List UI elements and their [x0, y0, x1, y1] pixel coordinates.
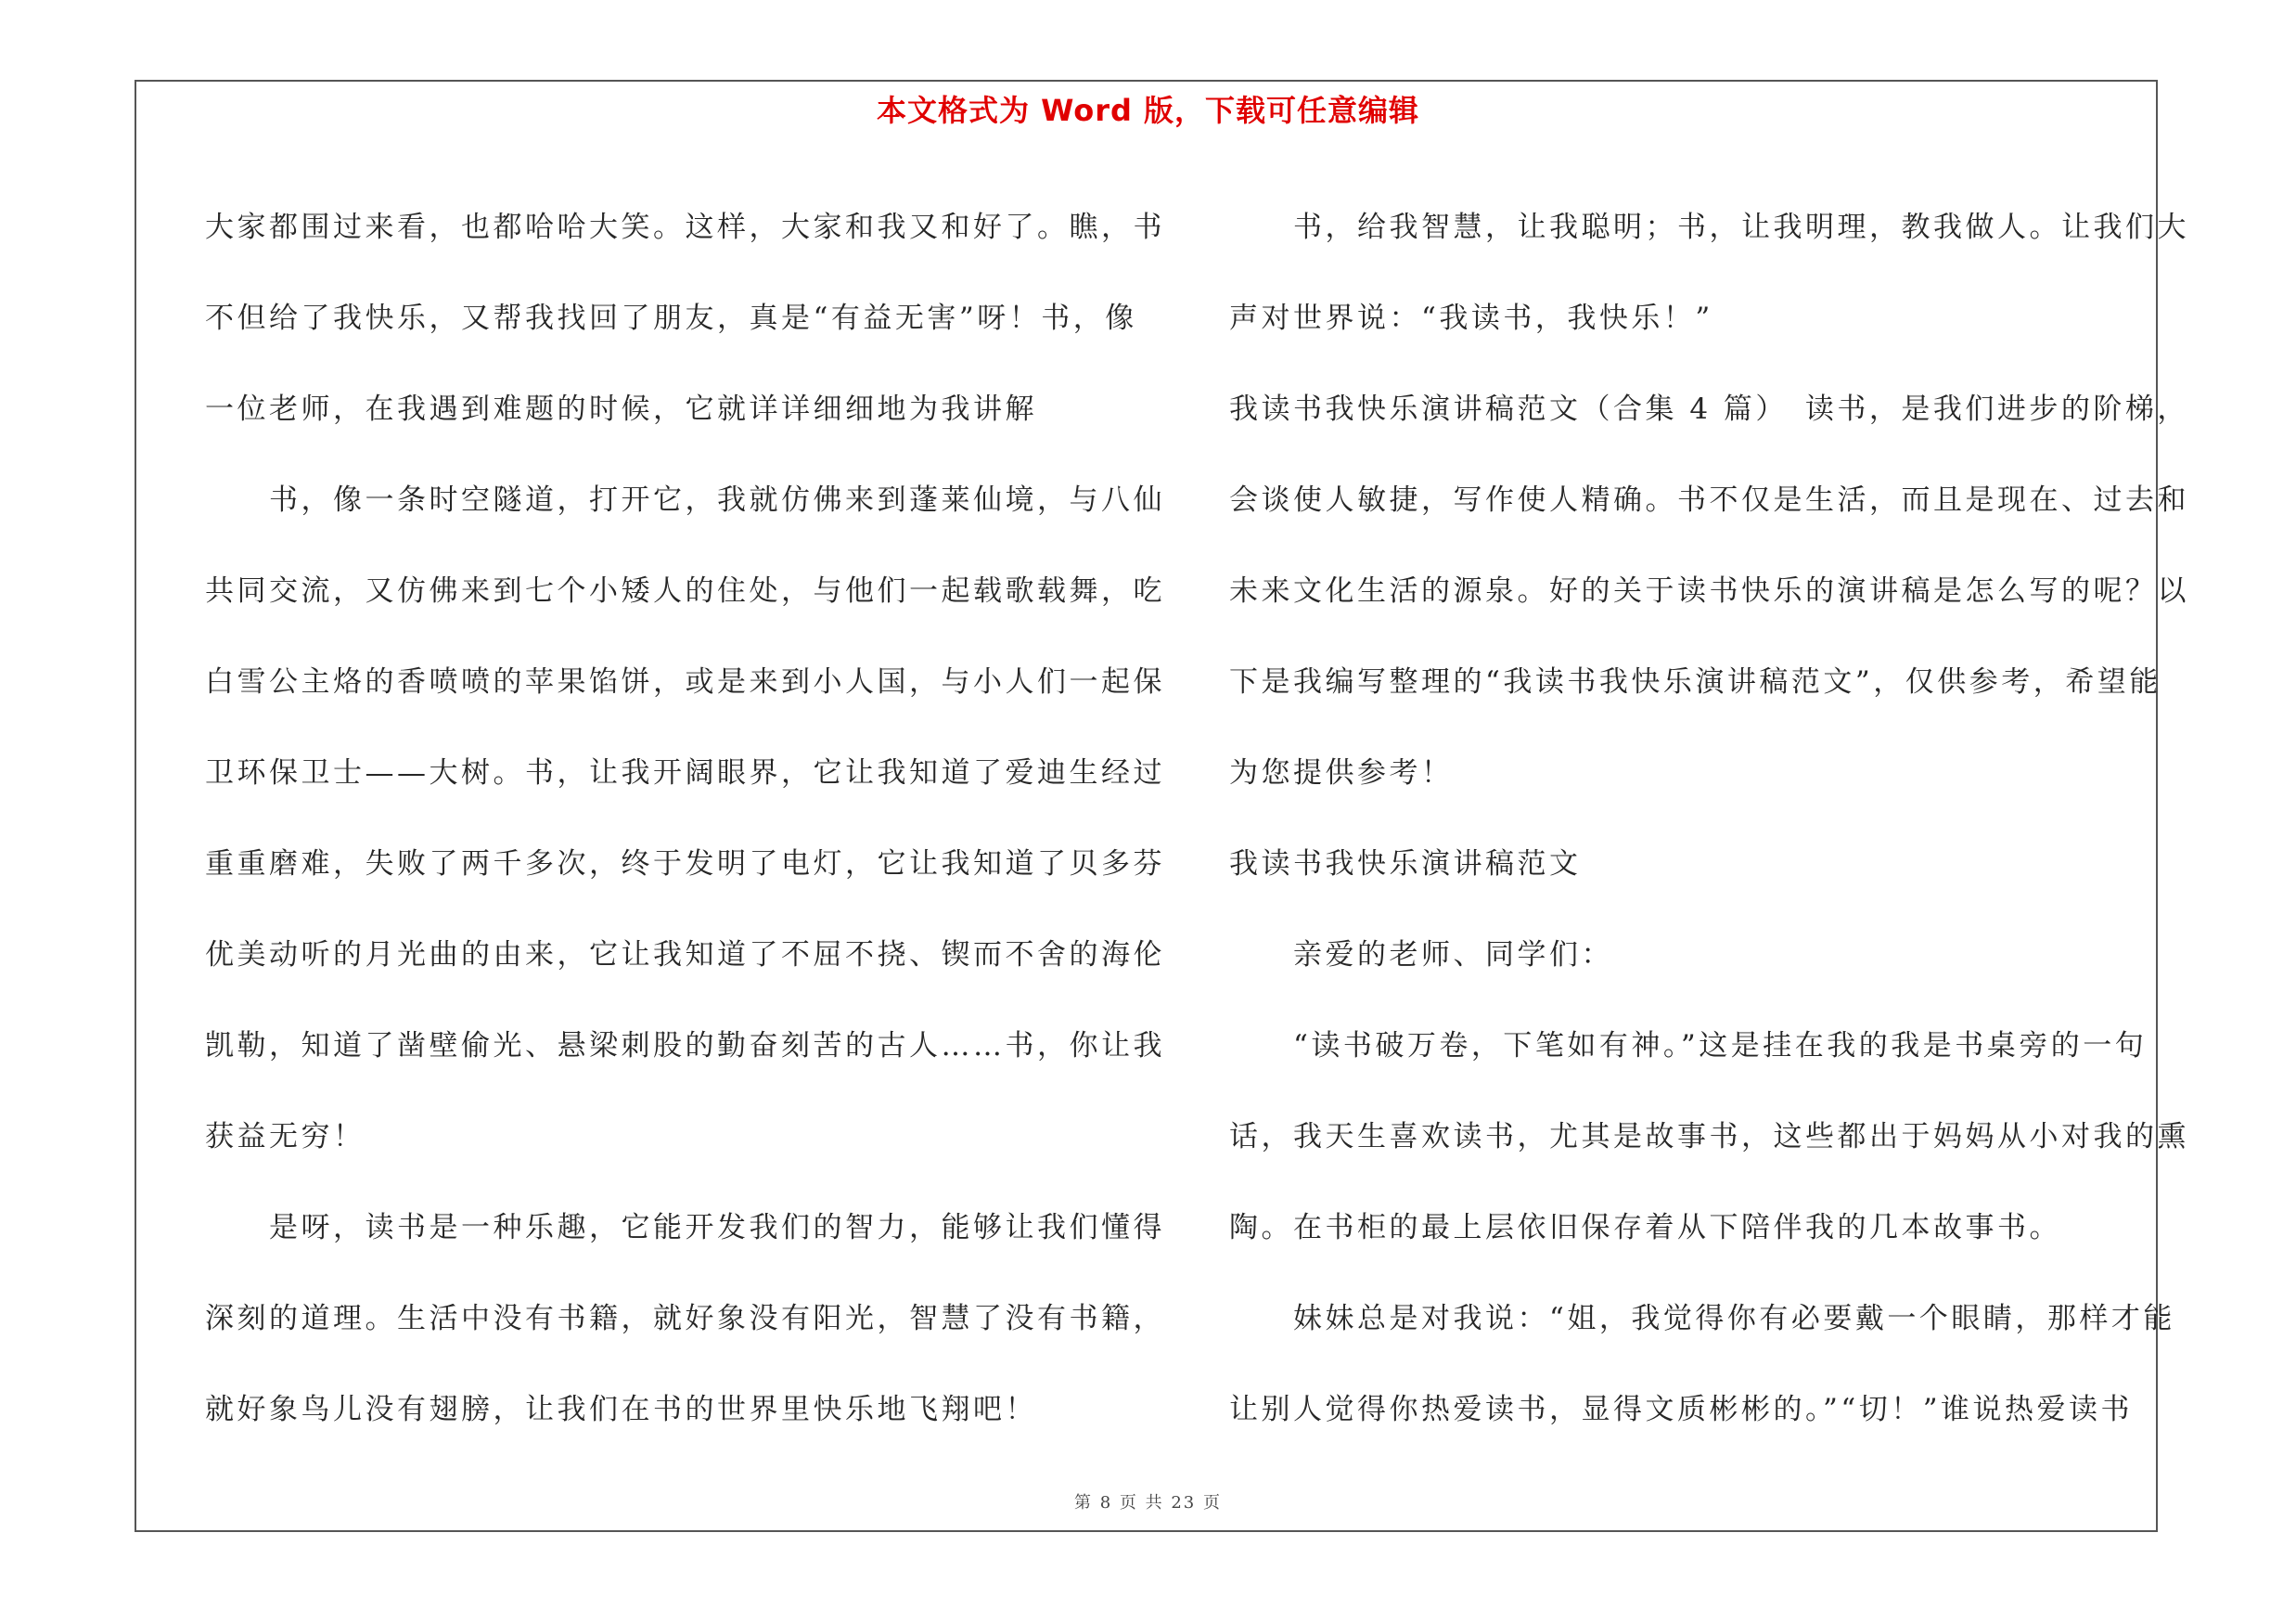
- text-line: 卫环保卫士——大树。书，让我开阔眼界，它让我知道了爱迪生经过: [205, 756, 1165, 790]
- text-line: 重重磨难，失败了两千多次，终于发明了电灯，它让我知道了贝多芬: [205, 847, 1165, 881]
- text-line: 凯勒，知道了凿壁偷光、悬梁刺股的勤奋刻苦的古人……书，你让我: [205, 1029, 1165, 1063]
- text-line: 大家都围过来看，也都哈哈大笑。这样，大家和我又和好了。瞧，书: [205, 211, 1165, 244]
- text-line: 我读书我快乐演讲稿范文（合集 4 篇） 读书，是我们进步的阶梯，: [1229, 393, 2189, 426]
- text-line: 共同交流，又仿佛来到七个小矮人的住处，与他们一起载歌载舞，吃: [205, 574, 1165, 608]
- text-line: 书，给我智慧，让我聪明；书，让我明理，教我做人。让我们大: [1229, 211, 2189, 244]
- text-line: 优美动听的月光曲的由来，它让我知道了不屈不挠、锲而不舍的海伦: [205, 938, 1165, 972]
- page-number: 第 8 页 共 23 页: [1074, 1493, 1222, 1513]
- text-line: 不但给了我快乐，又帮我找回了朋友，真是“有益无害”呀！书，像: [205, 302, 1137, 335]
- format-banner: 本文格式为 Word 版，下载可任意编辑: [876, 93, 1420, 128]
- text-line: 是呀，读书是一种乐趣，它能开发我们的智力，能够让我们懂得: [205, 1211, 1165, 1244]
- text-line: 亲爱的老师、同学们：: [1229, 938, 1613, 972]
- text-line: 一位老师，在我遇到难题的时候，它就详详细细地为我讲解: [205, 393, 1037, 426]
- text-line: 会谈使人敏捷，写作使人精确。书不仅是生活，而且是现在、过去和: [1229, 483, 2189, 517]
- right-text-column: [1229, 182, 2189, 1455]
- text-line: 声对世界说：“我读书，我快乐！”: [1229, 302, 1713, 335]
- text-line: 白雪公主烙的香喷喷的苹果馅饼，或是来到小人国，与小人们一起保: [205, 665, 1165, 699]
- text-line: 妹妹总是对我说：“姐，我觉得你有必要戴一个眼睛，那样才能: [1229, 1302, 2175, 1335]
- left-text-column: [205, 182, 1165, 1455]
- text-line: 让别人觉得你热爱读书，显得文质彬彬的。”“切！”谁说热爱读书: [1229, 1393, 2134, 1426]
- text-line: 未来文化生活的源泉。好的关于读书快乐的演讲稿是怎么写的呢？以: [1229, 574, 2189, 608]
- text-line: 就好象鸟儿没有翅膀，让我们在书的世界里快乐地飞翔吧！: [205, 1393, 1037, 1426]
- section-heading: 我读书我快乐演讲稿范文: [1229, 847, 1582, 881]
- text-line: “读书破万卷，下笔如有神。”这是挂在我的我是书桌旁的一句: [1229, 1029, 2148, 1063]
- text-line: 下是我编写整理的“我读书我快乐演讲稿范文”，仅供参考，希望能: [1229, 665, 2161, 699]
- text-line: 话，我天生喜欢读书，尤其是故事书，这些都出于妈妈从小对我的熏: [1229, 1120, 2189, 1153]
- text-line: 书，像一条时空隧道，打开它，我就仿佛来到蓬莱仙境，与八仙: [205, 483, 1165, 517]
- text-line: 为您提供参考！: [1229, 756, 1454, 790]
- text-line: 深刻的道理。生活中没有书籍，就好象没有阳光，智慧了没有书籍，: [205, 1302, 1165, 1335]
- text-line: 获益无穷！: [205, 1120, 366, 1153]
- text-line: 陶。在书柜的最上层依旧保存着从下陪伴我的几本故事书。: [1229, 1211, 2061, 1244]
